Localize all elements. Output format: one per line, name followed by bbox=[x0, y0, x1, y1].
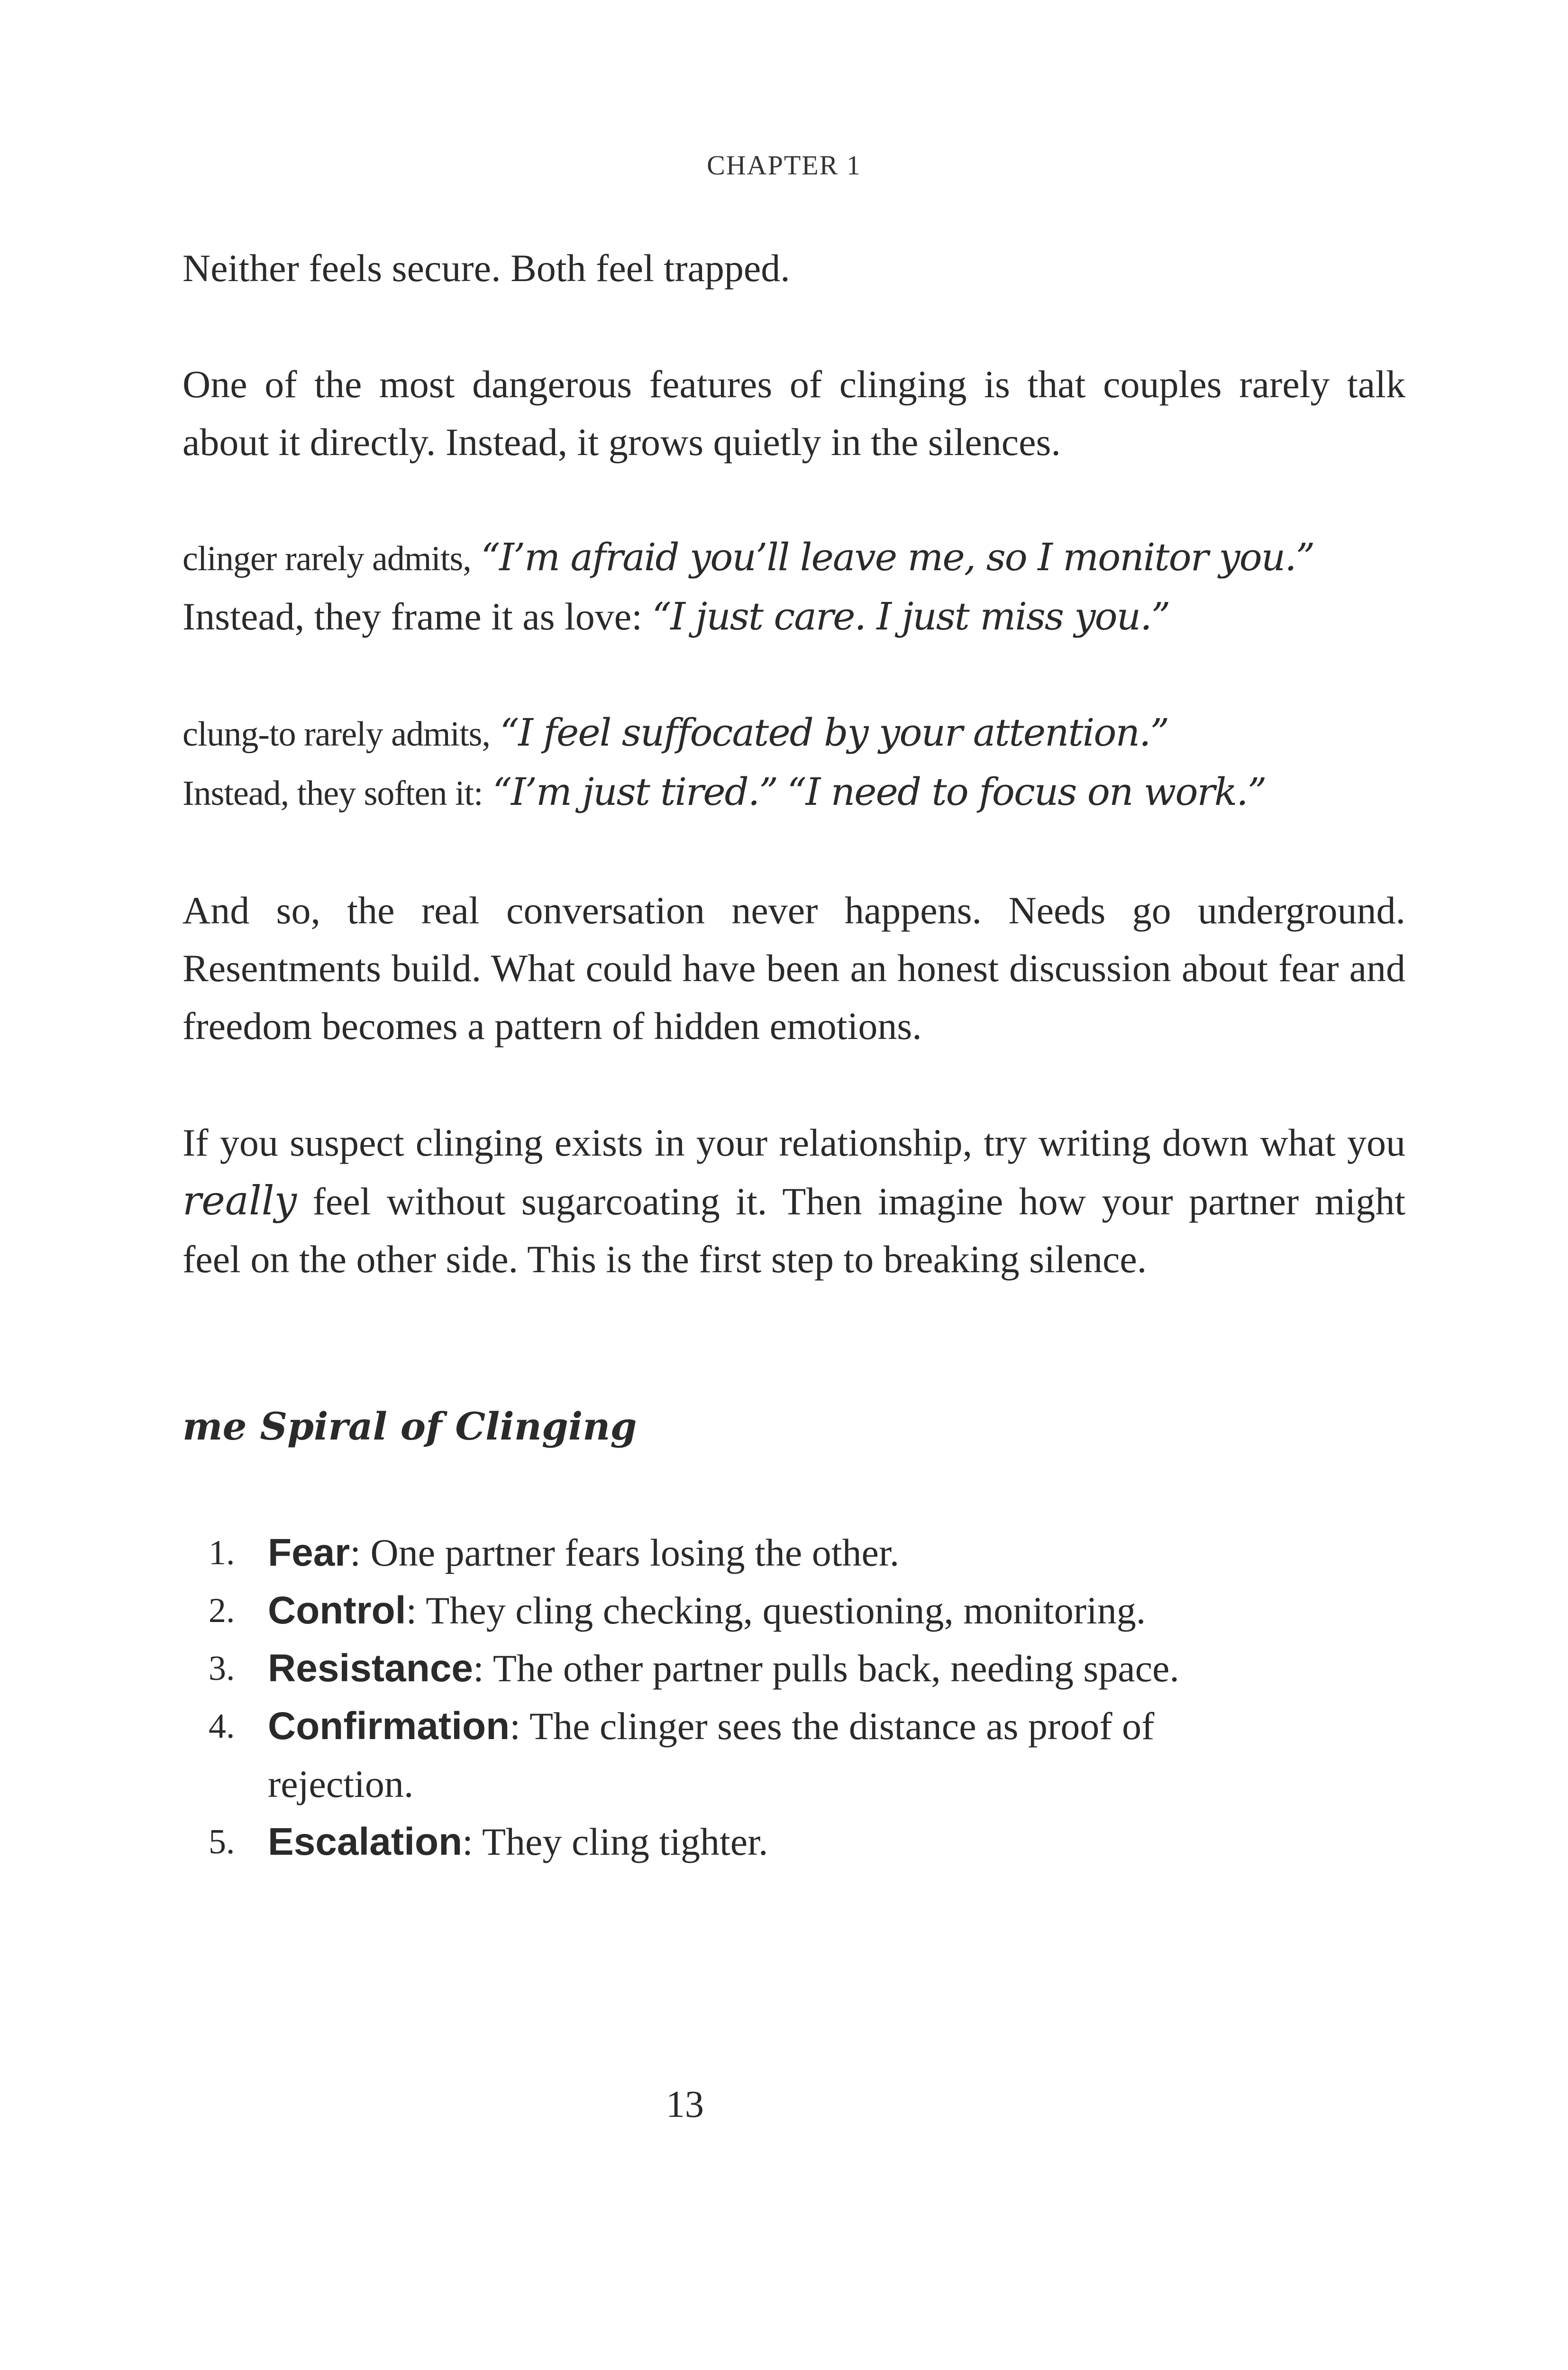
clung-to-lead: clung-to rarely admits, bbox=[182, 715, 490, 754]
list-item bbox=[209, 1582, 1299, 1640]
clung-to-quote-suffocated: “I feel suffocated by your attention.” bbox=[500, 711, 1169, 755]
step-text: : The clinger sees the distance as proof of rejection. bbox=[268, 1705, 1155, 1805]
section-heading: me Spiral of Clinging bbox=[182, 1404, 637, 1449]
step-text: : One partner fears losing the other. bbox=[350, 1531, 900, 1574]
list-number: 2. bbox=[209, 1591, 235, 1630]
step-text: : They cling tighter. bbox=[462, 1820, 768, 1863]
clinger-quote-care: “I just care. I just miss you.” bbox=[652, 594, 1170, 638]
step-term: Fear bbox=[268, 1531, 350, 1574]
emphasis-really: really bbox=[182, 1177, 297, 1224]
list-item bbox=[209, 1524, 1299, 1582]
suspect-text-after: feel without sugarcoating it. Then imagine how your partner might feel on the other side. This is the first step to breaking silence. bbox=[182, 1180, 1405, 1281]
step-text: : The other partner pulls back, needing space. bbox=[473, 1647, 1179, 1690]
clung-to-quote-work: “I need to focus on work.” bbox=[787, 770, 1266, 814]
paragraph-real-conversation: And so, the real conversation never happens. Needs go underground. Resentments build. What could have been an honest discussion about fear and freedom becomes a pattern of hidden emotions. bbox=[182, 889, 1405, 1048]
paragraph-suspect-clinging bbox=[182, 1114, 1405, 1288]
list-item bbox=[209, 1697, 1299, 1813]
clinger-instead: Instead, they frame it as love: bbox=[182, 595, 642, 638]
clinger-lead: clinger rarely admits, bbox=[182, 539, 471, 578]
clung-to-instead: Instead, they soften it: bbox=[182, 774, 483, 813]
step-term: Escalation bbox=[268, 1820, 463, 1863]
list-number: 1. bbox=[209, 1533, 235, 1572]
paragraph-secure: Neither feels secure. Both feel trapped. bbox=[182, 246, 790, 290]
paragraph-clung-to-admits bbox=[182, 704, 1405, 822]
step-text: : They cling checking, questioning, monitoring. bbox=[406, 1589, 1146, 1632]
list-number: 3. bbox=[209, 1649, 235, 1688]
clung-to-quote-tired: “I’m just tired.” bbox=[492, 770, 778, 814]
paragraph-dangerous-features: One of the most dangerous features of clinging is that couples rarely talk about it directly. Instead, it grows quietly in the silences. bbox=[182, 363, 1405, 464]
step-term: Control bbox=[268, 1589, 406, 1632]
suspect-text-before: If you suspect clinging exists in your relationship, try writing down what you bbox=[182, 1121, 1405, 1164]
list-number: 4. bbox=[209, 1707, 235, 1746]
spiral-steps-list bbox=[209, 1524, 1299, 1871]
running-head: CHAPTER 1 bbox=[707, 150, 861, 181]
list-item bbox=[209, 1640, 1299, 1697]
page-number: 13 bbox=[666, 2084, 704, 2125]
list-item bbox=[209, 1813, 1299, 1871]
list-number: 5. bbox=[209, 1823, 235, 1861]
paragraph-clinger-admits bbox=[182, 529, 1405, 646]
step-term: Confirmation bbox=[268, 1705, 510, 1748]
clinger-quote-afraid: “I’m afraid you’ll leave me, so I monitor you.” bbox=[481, 535, 1314, 579]
step-term: Resistance bbox=[268, 1647, 474, 1690]
